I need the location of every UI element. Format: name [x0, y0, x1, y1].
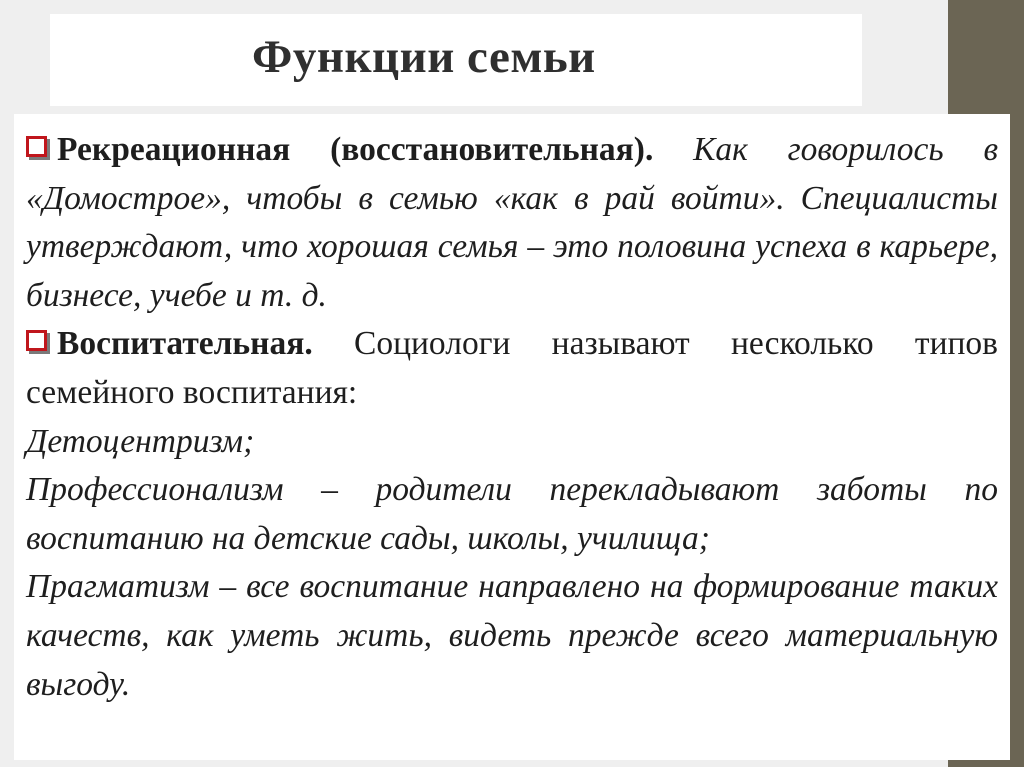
- list-item: Профессионализм – родители перекладывают заботы по воспитанию на детские сады, школы, училища;: [26, 471, 998, 557]
- checkbox-bullet-icon: [26, 136, 47, 157]
- educational-heading: Воспитательная.: [57, 325, 313, 363]
- recreational-heading: Рекреационная (восстановительная).: [57, 131, 654, 168]
- list-item: Детоцентризм;: [26, 422, 255, 460]
- paragraph-educational: [26, 320, 998, 417]
- recreational-text: Как говорилось в «Домострое», чтобы в семью «как в рай войти». Специалисты утверждают, что хорошая семья – это половина успеха в карьере, бизнесе, учебе и т. д.: [26, 131, 998, 314]
- slide-body: [26, 126, 998, 709]
- checkbox-bullet-icon: [26, 330, 47, 351]
- paragraph-recreational: [26, 126, 998, 320]
- list-item: Прагматизм – все воспитание направлено на формирование таких качеств, как уметь жить, видеть прежде всего материальную выгоду.: [26, 568, 998, 703]
- slide-title: Функции семьи: [252, 31, 596, 83]
- educational-text: Социологи называют несколько типов семейного воспитания:: [26, 325, 998, 411]
